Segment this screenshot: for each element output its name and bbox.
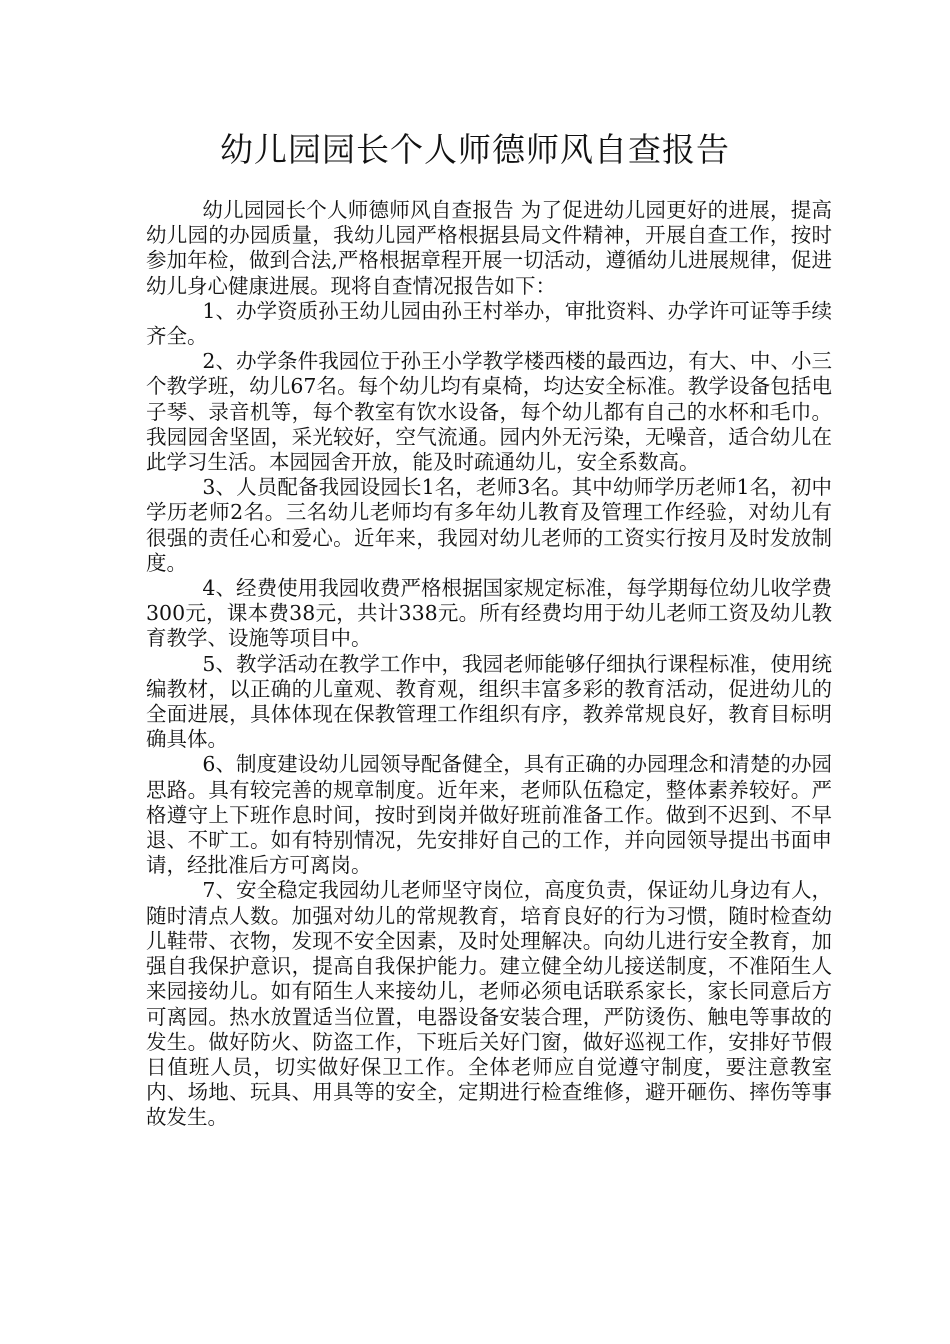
section-funding: 4、经费使用我园收费严格根据国家规定标准，每学期每位幼儿收学费300元，课本费38元，共计338元。所有经费均用于幼儿老师工资及幼儿教育教学、设施等项目中。 xyxy=(146,576,832,651)
intro-paragraph: 幼儿园园长个人师德师风自查报告 为了促进幼儿园更好的进展，提高幼儿园的办园质量，我幼儿园严格根据县局文件精神，开展自查工作，按时参加年检，做到合法,严格根据章程开展一切活动，遵循幼儿进展规律，促进幼儿身心健康进展。现将自查情况报告如下： xyxy=(146,198,832,298)
section-qualification: 1、办学资质孙王幼儿园由孙王村举办，审批资料、办学许可证等手续齐全。 xyxy=(146,298,832,349)
section-conditions: 2、办学条件我园位于孙王小学教学楼西楼的最西边，有大、中、小三个教学班，幼儿67名。每个幼儿均有桌椅，均达安全标准。教学设备包括电子琴、录音机等，每个教室有饮水设备，每个幼儿都有自己的水杯和毛巾。我园园舍坚固，采光较好，空气流通。园内外无污染，无噪音，适合幼儿在此学习生活。本园园舍开放，能及时疏通幼儿，安全系数高。 xyxy=(146,349,832,475)
document-title: 幼儿园园长个人师德师风自查报告 xyxy=(220,130,730,169)
section-safety: 7、安全稳定我园幼儿老师坚守岗位，高度负责，保证幼儿身边有人，随时清点人数。加强对幼儿的常规教育，培育良好的行为习惯，随时检查幼儿鞋带、衣物，发现不安全因素，及时处理解决。向幼儿进行安全教育，加强自我保护意识，提高自我保护能力。建立健全幼儿接送制度，不准陌生人来园接幼儿。如有陌生人来接幼儿，老师必须电话联系家长，家长同意后方可离园。热水放置适当位置，电器设备安装合理，严防烫伤、触电等事故的发生。做好防火、防盗工作，下班后关好门窗，做好巡视工作，安排好节假日值班人员，切实做好保卫工作。全体老师应自觉遵守制度，要注意教室内、场地、玩具、用具等的安全，定期进行检查维修，避开砸伤、摔伤等事故发生。 xyxy=(146,878,832,1130)
section-rules: 6、制度建设幼儿园领导配备健全，具有正确的办园理念和清楚的办园思路。具有较完善的规章制度。近年来，老师队伍稳定，整体素养较好。严格遵守上下班作息时间，按时到岗并做好班前准备工作。做到不迟到、不早退、不旷工。如有特别情况，先安排好自己的工作，并向园领导提出书面申请，经批准后方可离岗。 xyxy=(146,752,832,878)
section-teaching: 5、教学活动在教学工作中，我园老师能够仔细执行课程标准，使用统编教材，以正确的儿童观、教育观，组织丰富多彩的教育活动，促进幼儿的全面进展，具体体现在保教管理工作组织有序，教养常规良好，教育目标明确具体。 xyxy=(146,651,832,752)
document-body xyxy=(146,198,832,1131)
section-staffing: 3、人员配备我园设园长1名，老师3名。其中幼师学历老师1名，初中学历老师2名。三名幼儿老师均有多年幼儿教育及管理工作经验，对幼儿有很强的责任心和爱心。近年来，我园对幼儿老师的工资实行按月及时发放制度。 xyxy=(146,475,832,575)
